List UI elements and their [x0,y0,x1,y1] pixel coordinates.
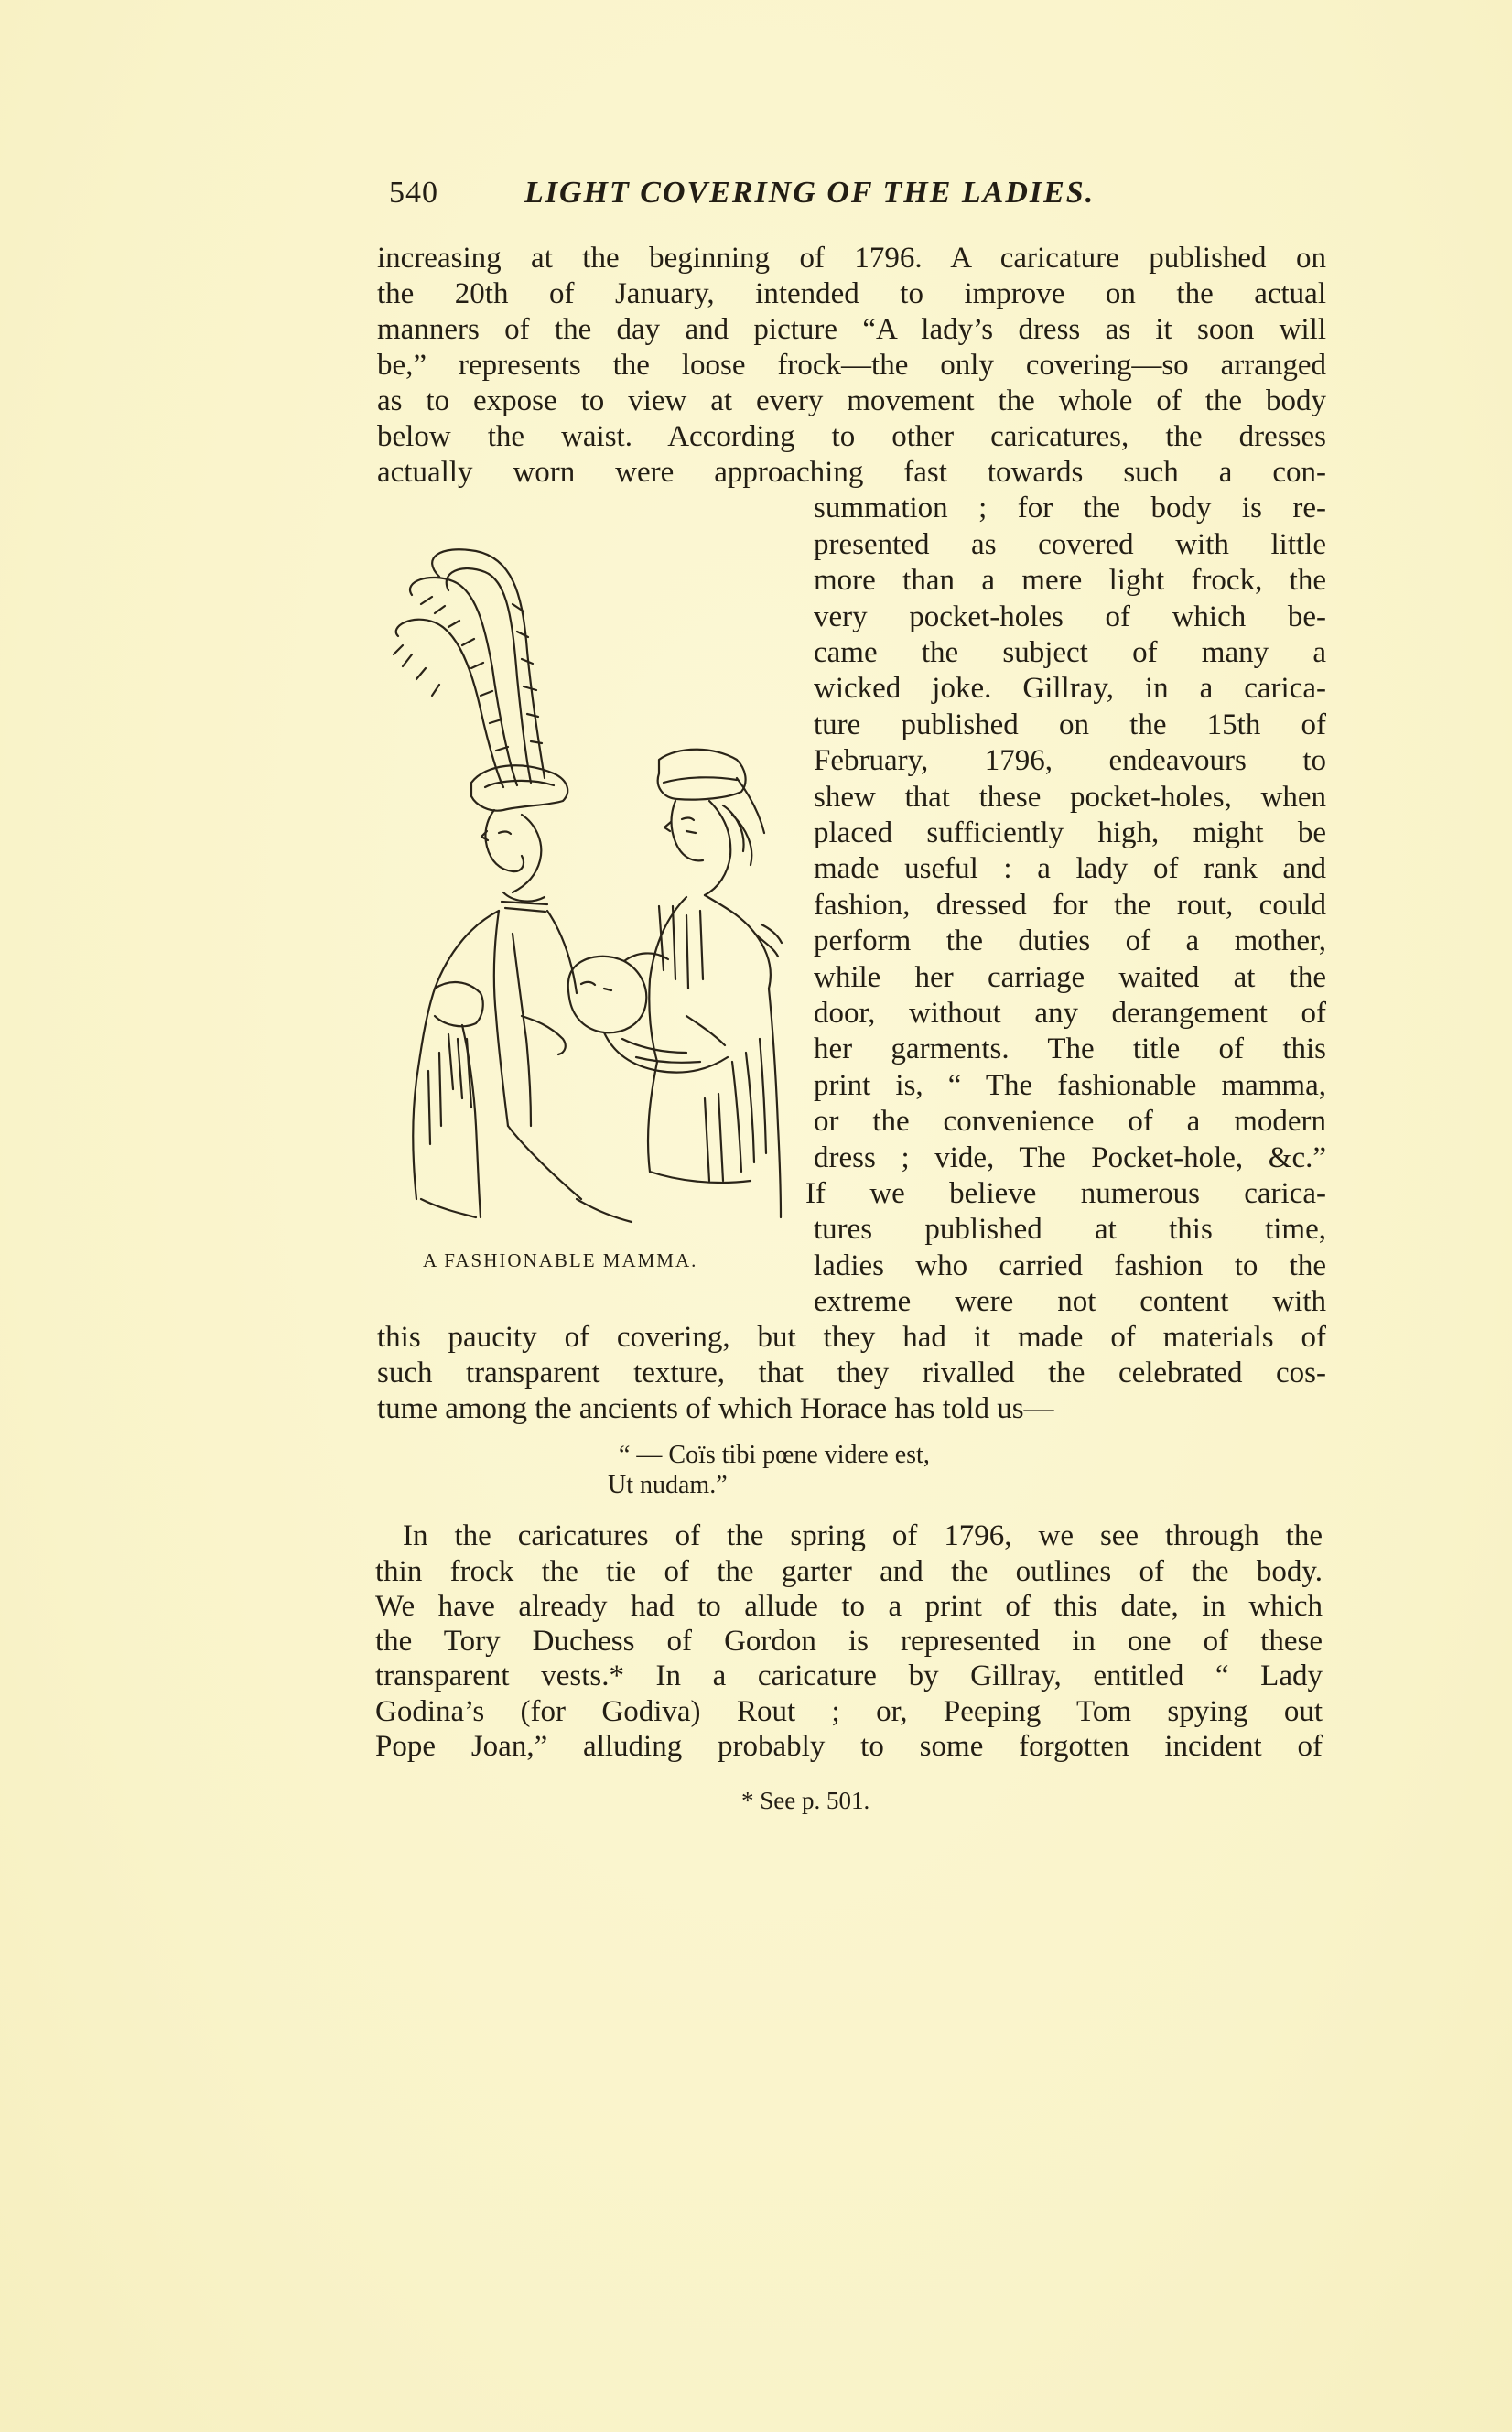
body-line: print is, “ The fashionable mamma, [814,1069,1326,1102]
woodcut-illustration [384,540,787,1236]
body-line: Godina’s (for Godiva) Rout ; or, Peeping Tom spying out [375,1695,1323,1728]
body-line: very pocket-holes of which be- [814,600,1326,633]
body-line: this paucity of covering, but they had it made of materials of [377,1321,1326,1354]
body-line: door, without any derangement of [814,997,1326,1030]
body-line: extreme were not content with [814,1285,1326,1318]
body-line: her garments. The title of this [814,1032,1326,1065]
body-line: the Tory Duchess of Gordon is represented in one of these [375,1625,1323,1658]
body-line: We have already had to allude to a print of this date, in which [375,1590,1323,1623]
body-line: dress ; vide, The Pocket-hole, &c.” [814,1141,1326,1174]
body-line: be,” represents the loose frock—the only covering—so arranged [377,349,1326,382]
body-line: manners of the day and picture “A lady’s dress as it soon will [377,313,1326,346]
body-line: If we believe numerous carica- [805,1177,1326,1210]
running-title: LIGHT COVERING OF THE LADIES. [524,176,1096,210]
body-line: below the waist. According to other caricatures, the dresses [377,420,1326,453]
body-line: actually worn were approaching fast towards such a con- [377,456,1326,489]
body-line: Pope Joan,” alluding probably to some forgotten incident of [375,1730,1323,1763]
body-line: In the caricatures of the spring of 1796, we see through the [403,1519,1323,1552]
body-line: increasing at the beginning of 1796. A caricature published on [377,242,1326,275]
body-line: as to expose to view at every movement the whole of the body [377,384,1326,417]
page-header [389,176,1213,222]
body-line: fashion, dressed for the rout, could [814,889,1326,922]
body-line: came the subject of many a [814,636,1326,669]
body-line: tures published at this time, [814,1213,1326,1246]
page-number: 540 [389,176,438,210]
body-line: placed sufficiently high, might be [814,816,1326,849]
figure-caption: A FASHIONABLE MAMMA. [423,1249,698,1271]
body-line: shew that these pocket-holes, when [814,781,1326,814]
body-line: more than a mere light frock, the [814,564,1326,597]
body-line: such transparent texture, that they rivalled the celebrated cos- [377,1357,1326,1389]
body-line: summation ; for the body is re- [814,492,1326,524]
body-line: thin frock the tie of the garter and the outlines of the body. [375,1555,1323,1588]
body-line: ladies who carried fashion to the [814,1249,1326,1282]
body-line: while her carriage waited at the [814,961,1326,994]
body-line: or the convenience of a modern [814,1105,1326,1138]
body-line: transparent vests.* In a caricature by Gillray, entitled “ Lady [375,1659,1323,1692]
quote-line: “ — Coïs tibi pœne videre est, [619,1441,930,1469]
body-line: tume among the ancients of which Horace has told us— [377,1392,1054,1425]
body-line: presented as covered with little [814,528,1326,561]
body-line: perform the duties of a mother, [814,924,1326,957]
body-line: made useful : a lady of rank and [814,852,1326,885]
footnote: * See p. 501. [741,1787,870,1814]
body-line: wicked joke. Gillray, in a carica- [814,672,1326,705]
body-line: ture published on the 15th of [814,708,1326,741]
quote-line: Ut nudam.” [608,1471,728,1499]
body-line: the 20th of January, intended to improve on the actual [377,277,1326,310]
body-line: February, 1796, endeavours to [814,744,1326,777]
